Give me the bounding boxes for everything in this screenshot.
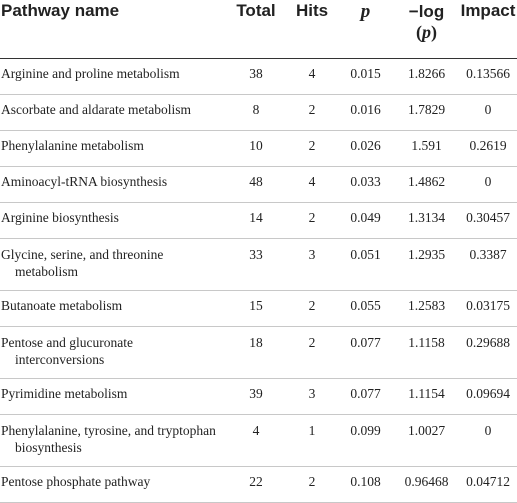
table-row: [0, 167, 517, 203]
pathway-name-text: Phenylalanine, tyrosine, and tryptophan biosynthesis: [1, 423, 216, 455]
impact-cell: 0.3387: [459, 239, 517, 291]
header-neg-log-label: −log: [408, 2, 445, 21]
neg-log-p-cell: 1.3134: [394, 203, 459, 239]
total-cell: 22: [225, 467, 287, 503]
pathway-name-text: Arginine biosynthesis: [1, 210, 119, 225]
table-row: [0, 467, 517, 503]
total-cell: 15: [225, 291, 287, 327]
impact-cell: 0: [459, 167, 517, 203]
pathway-name-cell: [0, 379, 225, 415]
total-cell: 4: [225, 415, 287, 467]
pathway-name-cell: [0, 59, 225, 95]
impact-cell: 0.13566: [459, 59, 517, 95]
header-pathway-name: Pathway name: [0, 0, 225, 59]
pathway-name-text: Ascorbate and aldarate metabolism: [1, 102, 192, 117]
hits-cell: 2: [287, 291, 337, 327]
hits-cell: 4: [287, 59, 337, 95]
pathway-name-text: Pentose and glucuronate interconversions: [1, 335, 133, 367]
neg-log-p-cell: 1.2935: [394, 239, 459, 291]
impact-cell: 0.30457: [459, 203, 517, 239]
table-row: [0, 239, 517, 291]
neg-log-p-cell: 1.1154: [394, 379, 459, 415]
p-value-cell: 0.108: [337, 467, 394, 503]
neg-log-p-cell: 1.8266: [394, 59, 459, 95]
table-row: [0, 59, 517, 95]
neg-log-p-cell: 0.96468: [394, 467, 459, 503]
p-value-cell: 0.055: [337, 291, 394, 327]
hits-cell: 2: [287, 467, 337, 503]
hits-cell: 2: [287, 203, 337, 239]
header-neg-log-arg: [394, 22, 459, 43]
p-value-cell: 0.015: [337, 59, 394, 95]
p-value-cell: 0.033: [337, 167, 394, 203]
p-value-cell: 0.049: [337, 203, 394, 239]
hits-cell: 4: [287, 167, 337, 203]
impact-cell: 0.2619: [459, 131, 517, 167]
impact-cell: 0: [459, 415, 517, 467]
total-cell: 10: [225, 131, 287, 167]
hits-cell: 3: [287, 379, 337, 415]
total-cell: 48: [225, 167, 287, 203]
header-neg-log-p: [394, 0, 459, 59]
pathway-name-text: Arginine and proline metabolism: [1, 66, 180, 81]
impact-cell: 0.04712: [459, 467, 517, 503]
impact-cell: 0.03175: [459, 291, 517, 327]
total-cell: 39: [225, 379, 287, 415]
neg-log-p-cell: 1.7829: [394, 95, 459, 131]
pathway-name-cell: [0, 131, 225, 167]
pathway-name-cell: [0, 291, 225, 327]
pathway-name-text: Pyrimidine metabolism: [1, 386, 128, 401]
p-value-cell: 0.077: [337, 327, 394, 379]
pathway-name-cell: [0, 203, 225, 239]
table-row: [0, 379, 517, 415]
close-paren: ): [431, 22, 437, 42]
hits-cell: 2: [287, 131, 337, 167]
p-value-cell: 0.016: [337, 95, 394, 131]
neg-log-p-cell: 1.4862: [394, 167, 459, 203]
header-hits: Hits: [287, 0, 337, 59]
table-row: [0, 291, 517, 327]
total-cell: 33: [225, 239, 287, 291]
p-value-cell: 0.099: [337, 415, 394, 467]
total-cell: 18: [225, 327, 287, 379]
impact-cell: 0: [459, 95, 517, 131]
table-row: [0, 95, 517, 131]
impact-cell: 0.29688: [459, 327, 517, 379]
hits-cell: 2: [287, 327, 337, 379]
table-header: [0, 0, 517, 59]
pathway-name-cell: [0, 467, 225, 503]
header-p: p: [337, 0, 394, 59]
table-row: [0, 203, 517, 239]
p-value-cell: 0.077: [337, 379, 394, 415]
open-paren: (: [416, 22, 422, 42]
neg-log-p-cell: 1.1158: [394, 327, 459, 379]
pathway-name-text: Pentose phosphate pathway: [1, 474, 151, 489]
pathway-name-text: Aminoacyl-tRNA biosynthesis: [1, 174, 168, 189]
pathway-name-text: Phenylalanine metabolism: [1, 138, 144, 153]
table-row: [0, 131, 517, 167]
impact-cell: 0.09694: [459, 379, 517, 415]
pathway-name-cell: [0, 95, 225, 131]
pathway-name-cell: [0, 327, 225, 379]
neg-log-p-cell: 1.591: [394, 131, 459, 167]
header-total: Total: [225, 0, 287, 59]
p-value-cell: 0.026: [337, 131, 394, 167]
pathway-name-text: Glycine, serine, and threonine metabolism: [1, 247, 164, 279]
table-body: [0, 59, 517, 503]
total-cell: 38: [225, 59, 287, 95]
header-impact: Impact: [459, 0, 517, 59]
p-value-cell: 0.051: [337, 239, 394, 291]
header-row: [0, 0, 517, 59]
total-cell: 14: [225, 203, 287, 239]
hits-cell: 3: [287, 239, 337, 291]
table-row: [0, 327, 517, 379]
hits-cell: 2: [287, 95, 337, 131]
neg-log-p-cell: 1.2583: [394, 291, 459, 327]
total-cell: 8: [225, 95, 287, 131]
neg-log-p-cell: 1.0027: [394, 415, 459, 467]
pathway-name-text: Butanoate metabolism: [1, 298, 123, 313]
header-log-p-symbol: p: [422, 22, 431, 42]
pathway-name-cell: [0, 239, 225, 291]
hits-cell: 1: [287, 415, 337, 467]
pathway-name-cell: [0, 167, 225, 203]
